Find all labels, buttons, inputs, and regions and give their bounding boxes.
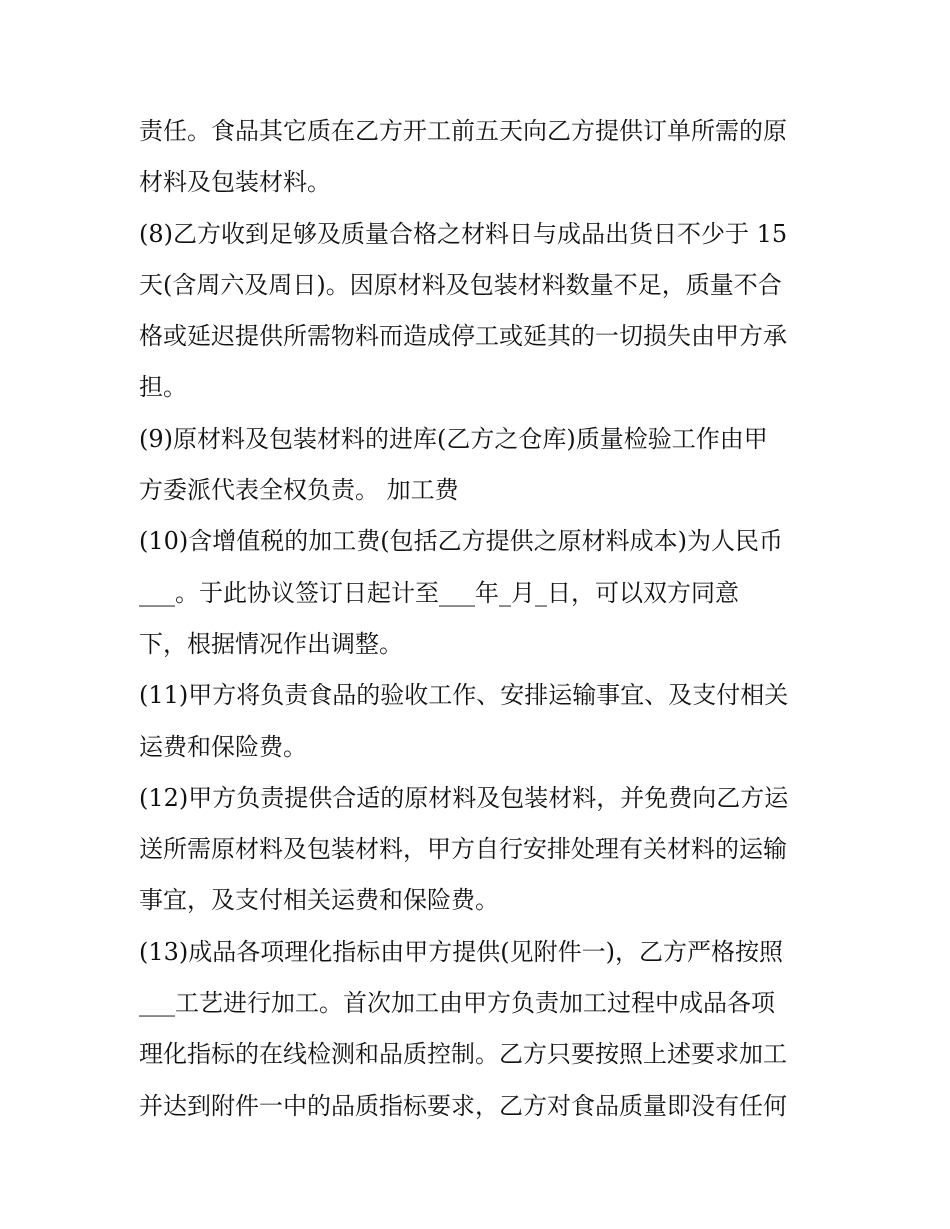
text-line: 方委派代表全权负责。 加工费 [139, 476, 459, 505]
text-line: 担。 [139, 373, 187, 402]
text-line: (10)含增值税的加工费(包括乙方提供之原材料成本)为人民币 [139, 527, 783, 556]
text-line: ___工艺进行加工。首次加工由甲方负责加工过程中成品各项 [139, 989, 775, 1018]
document-body [139, 106, 829, 1132]
text-line: 事宜，及支付相关运费和保险费。 [139, 886, 499, 915]
text-line: 理化指标的在线检测和品质控制。乙方只要按照上述要求加工 [139, 1040, 787, 1069]
text-line: 天(含周六及周日)。因原材料及包装材料数量不足，质量不合 [139, 270, 782, 299]
text-line: (13)成品各项理化指标由甲方提供(见附件一)，乙方严格按照 [139, 937, 783, 966]
text-line: (8)乙方收到足够及质量合格之材料日与成品出货日不少于 15 [139, 219, 788, 248]
text-line: 下，根据情况作出调整。 [139, 629, 403, 658]
text-line: 运费和保险费。 [139, 732, 307, 761]
text-line: 并达到附件一中的品质指标要求，乙方对食品质量即没有任何 [139, 1091, 787, 1120]
text-line: ___。于此协议签订日起计至___年_月_日，可以双方同意 [139, 578, 739, 607]
text-line: (12)甲方负责提供合适的原材料及包装材料，并免费向乙方运 [139, 783, 789, 812]
text-line: 材料及包装材料。 [139, 168, 331, 197]
text-line: (11)甲方将负责食品的验收工作、安排运输事宜、及支付相关 [139, 681, 789, 710]
text-line: (9)原材料及包装材料的进库(乙方之仓库)质量检验工作由甲 [139, 424, 768, 453]
text-line: 送所需原材料及包装材料，甲方自行安排处理有关材料的运输 [139, 835, 787, 864]
text-line: 格或延迟提供所需物料而造成停工或延其的一切损失由甲方承 [139, 322, 787, 351]
text-line: 责任。食品其它质在乙方开工前五天向乙方提供订单所需的原 [139, 117, 787, 145]
